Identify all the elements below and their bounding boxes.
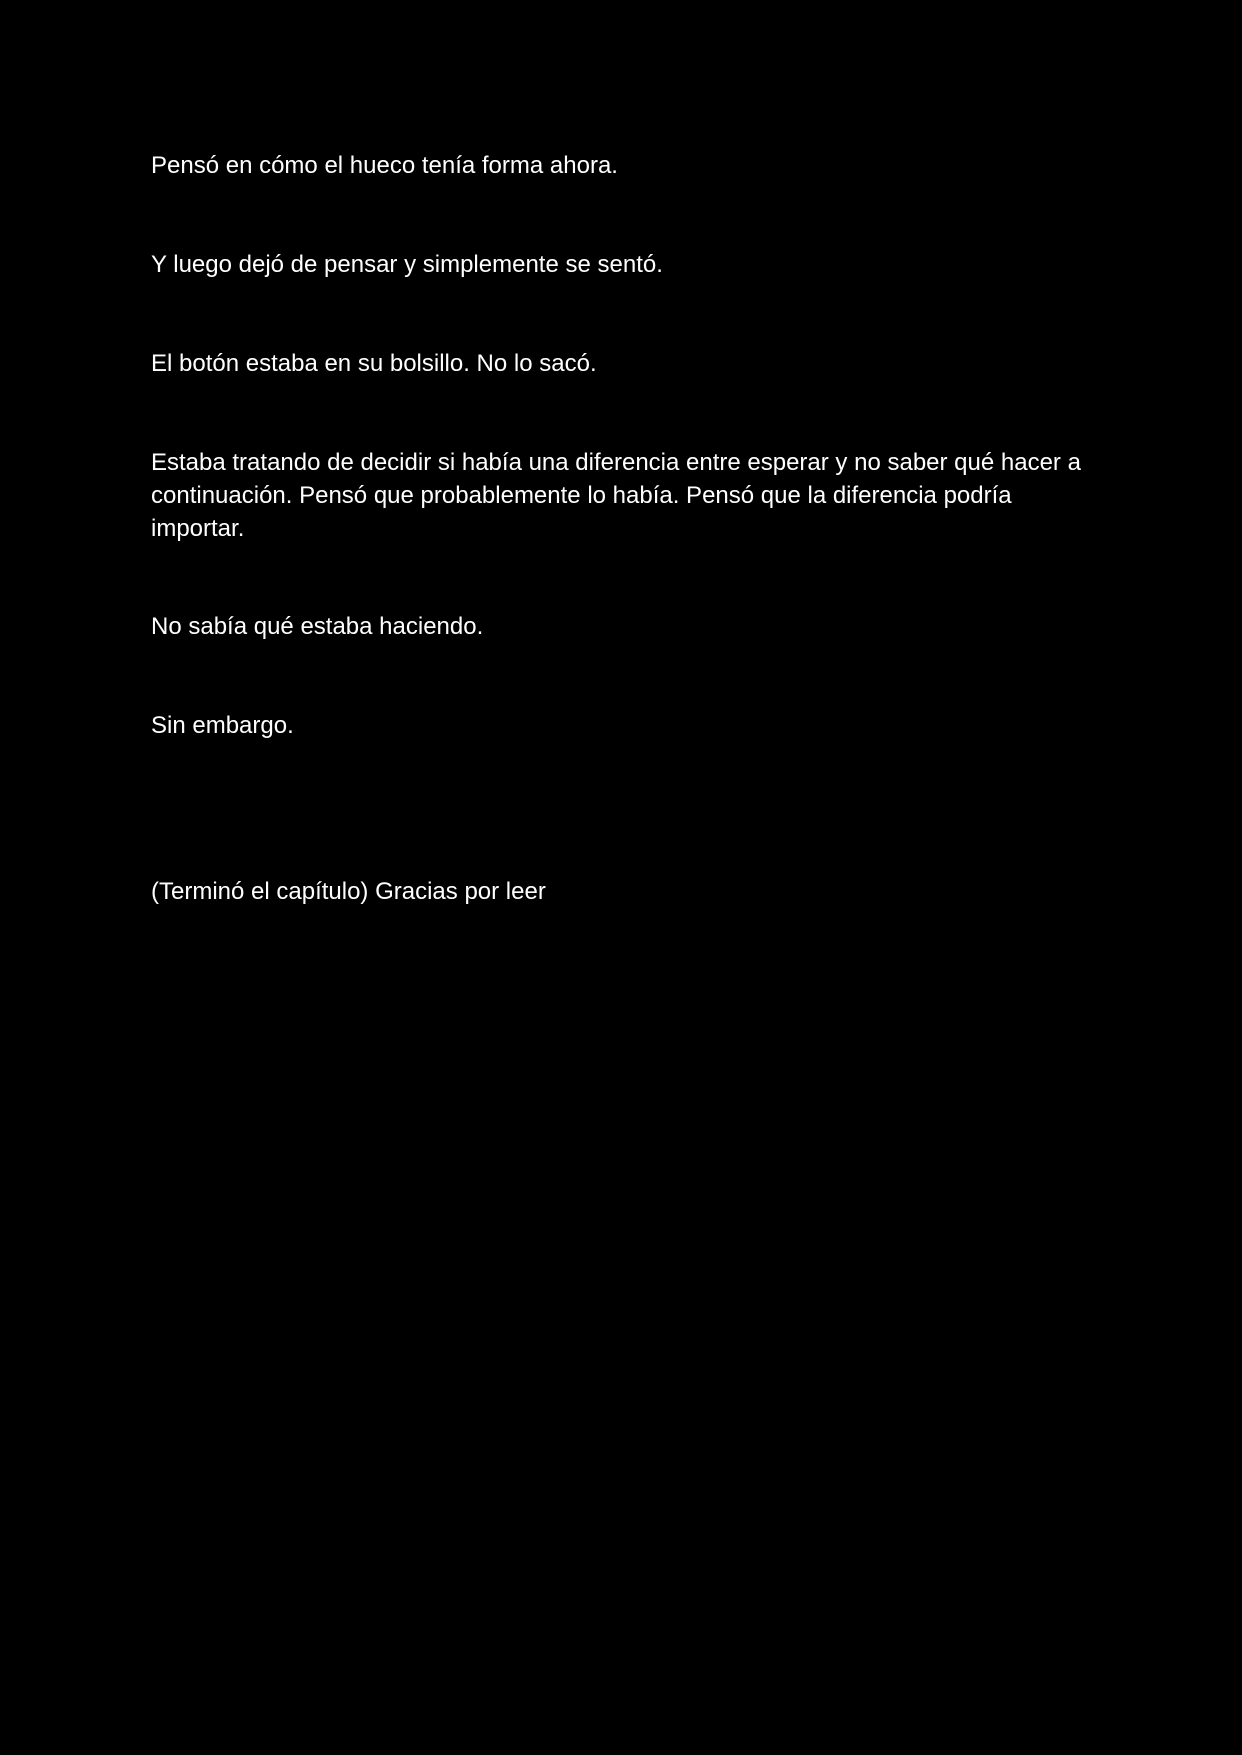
paragraph-2: Y luego dejó de pensar y simplemente se sentó.: [151, 251, 663, 278]
chapter-end-note: (Terminó el capítulo) Gracias por leer: [151, 878, 546, 905]
paragraph-6: Sin embargo.: [151, 712, 294, 739]
paragraph-4: Estaba tratando de decidir si había una diferencia entre esperar y no saber qué hacer a continuación. Pensó que probablemente lo había. Pensó que la diferencia podría importar.: [151, 449, 1081, 542]
paragraph-5: No sabía qué estaba haciendo.: [151, 613, 484, 640]
paragraph-3: El botón estaba en su bolsillo. No lo sacó.: [151, 350, 597, 377]
paragraph-1: Pensó en cómo el hueco tenía forma ahora.: [151, 152, 618, 179]
